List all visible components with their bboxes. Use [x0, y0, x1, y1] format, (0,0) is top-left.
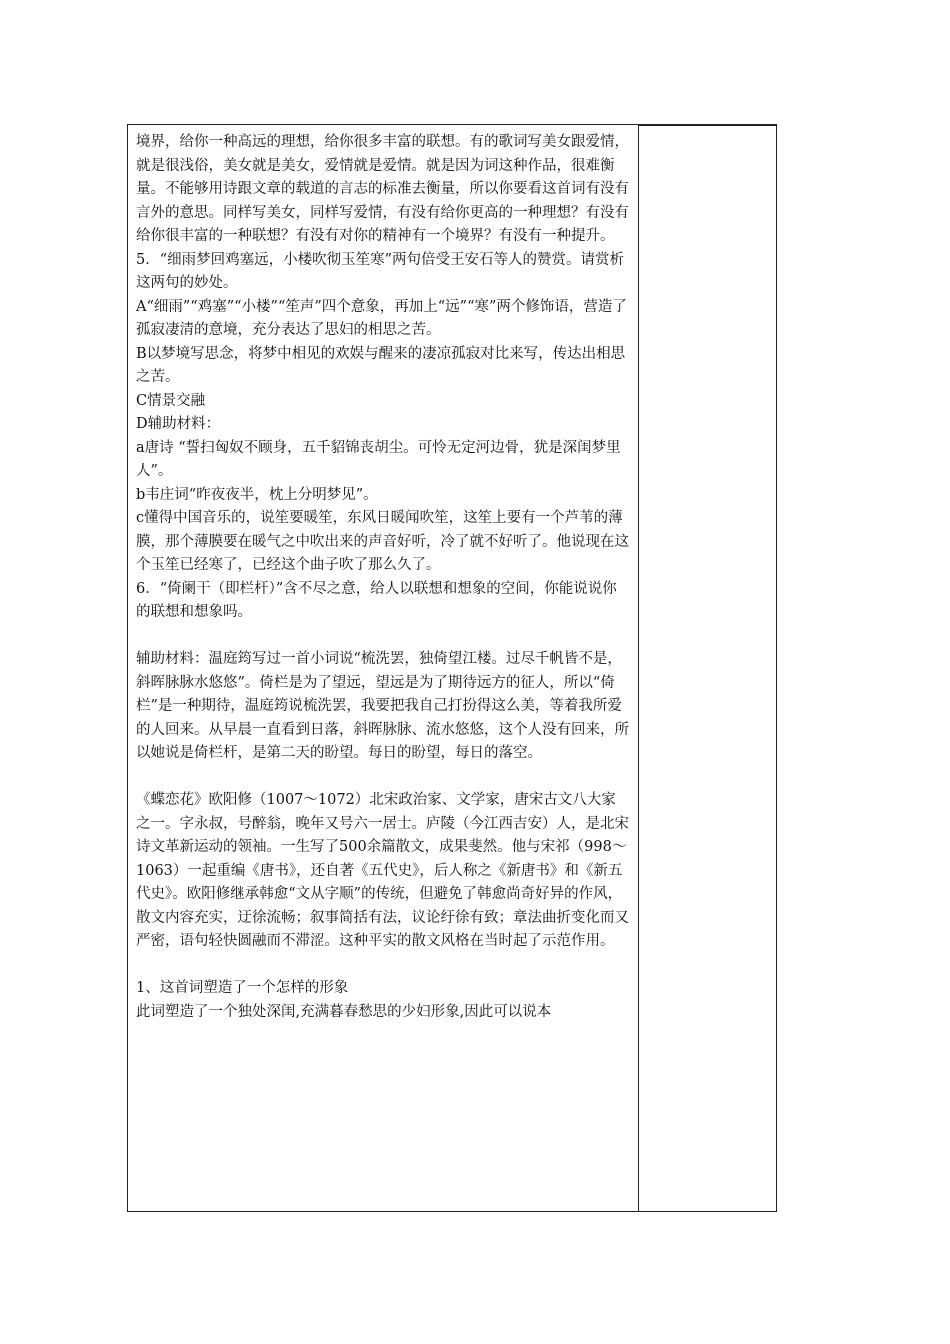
answer-5b: B以梦境写思念，将梦中相见的欢娱与醒来的凄凉孤寂对比来写，传达出相思之苦。: [136, 345, 626, 385]
blank-line: [136, 766, 630, 790]
answer-5d: D辅助材料：: [136, 416, 221, 432]
blank-line: [136, 954, 630, 978]
left-column-content: [136, 131, 630, 1024]
question-1: 1、这首词塑造了一个怎样的形象: [136, 980, 349, 996]
auxiliary-material: 辅助材料：温庭筠写过一首小词说“梳洗罢，独倚望江楼。过尽千帆皆不是，斜晖脉脉水悠悠”。倚栏是为了望远，望远是为了期待远方的征人，所以“倚栏”是一种期待，温庭筠说梳洗罢，我要把我自己打扮得这么美，等着我所爱的人回来。从早晨一直看到日落，斜晖脉脉、流水悠悠，这个人没有回来，所以她说是倚栏杆，是第二天的盼望。每日的盼望，每日的落空。: [136, 651, 629, 761]
material-c: c懂得中国音乐的，说笙要暖笙，东风日暖闻吹笙，这笙上要有一个芦苇的薄膜，那个薄膜要在暖气之中吹出来的声音好听，冷了就不好听了。他说现在这个玉笙已经寒了，已经这个曲子吹了那么久了。: [136, 510, 629, 573]
material-a: a唐诗 “誓扫匈奴不顾身，五千貂锦丧胡尘。可怜无定河边骨，犹是深闺梦里人”。: [136, 439, 621, 479]
column-divider: [638, 125, 639, 1211]
answer-1: 此词塑造了一个独处深闺,充满暮春愁思的少妇形象,因此可以说本: [136, 1003, 552, 1020]
answer-5c: C情景交融: [136, 392, 206, 409]
question-6: 6．“倚阑干（即栏杆）”含不尽之意，给人以联想和想象的空间，你能说说你的联想和想象吗。: [136, 580, 617, 620]
question-5: 5．“细雨梦回鸡塞远，小楼吹彻玉笙寒”两句倍受王安石等人的赞赏。请赏析这两句的妙处。: [136, 251, 625, 291]
blank-line: [136, 625, 630, 649]
document-table: [127, 124, 777, 1212]
material-b: b韦庄词“昨夜夜半，枕上分明梦见”。: [136, 486, 378, 503]
answer-5a: A“细雨”“鸡塞”“小楼”“笙声”四个意象，再加上“远”“寒”两个修饰语，营造了孤寂凄清的意境，充分表达了思妇的相思之苦。: [136, 298, 627, 338]
paragraph-continuation: 境界，给你一种高远的理想，给你很多丰富的联想。有的歌词写美女跟爱情，就是很浅俗，美女就是美女，爱情就是爱情。就是因为词这种作品，很难衡量。不能够用诗跟文章的载道的言志的标准去衡量，所以你要看这首词有没有言外的意思。同样写美女，同样写爱情，有没有给你更高的一种理想？有没有给你很丰富的一种联想？有没有对你的精神有一个境界？有没有一种提升。: [136, 134, 629, 244]
right-column-top-rule: [638, 125, 777, 126]
author-intro: 《蝶恋花》欧阳修（1007～1072）北宋政治家、文学家，唐宋古文八大家之一。字永叔，号醉翁，晚年又号六一居士。庐陵（今江西吉安）人，是北宋诗文革新运动的领袖。一生写了500余篇散文，成果斐然。他与宋祁（998～1063）一起重编《唐书》，还自著《五代史》，后人称之《新唐书》和《新五代史》。欧阳修继承韩愈“文从字顺”的传统，但避免了韩愈尚奇好异的作风，散文内容充实，迂徐流畅；叙事简括有法，议论纡徐有致；章法曲折变化而又严密，语句轻快圆融而不滞涩。这种平实的散文风格在当时起了示范作用。: [136, 792, 629, 949]
